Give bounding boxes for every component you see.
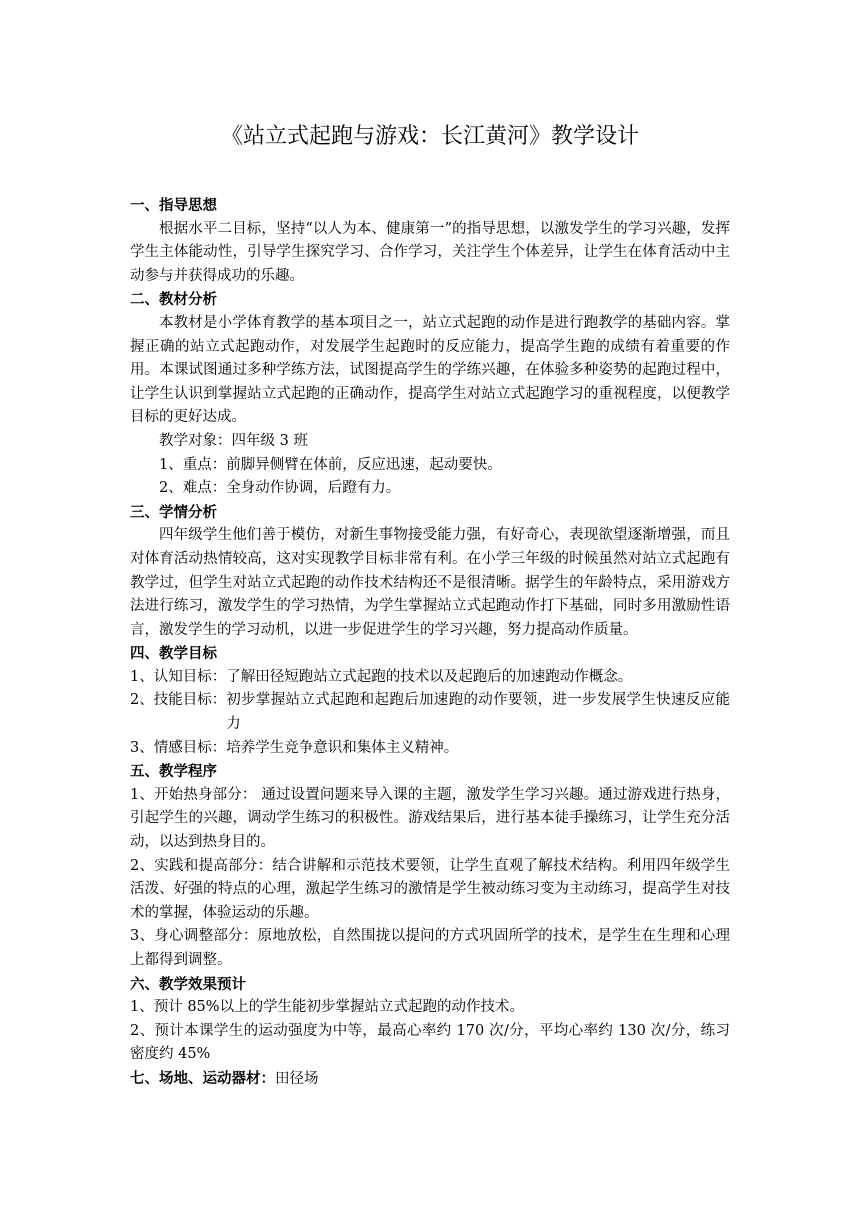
section-heading-teaching-goals: 四、教学目标 — [130, 645, 217, 663]
material-analysis-paragraph: 本教材是小学体育教学的基本项目之一，站立式起跑的动作是进行跑教学的基础内容。掌握正确的站立式起跑动作，对发展学生起跑时的反应能力，提高学生跑的成绩有着重要的作用。本课试图通过多种学练方法，试图提高学生的学练兴趣，在体验多种姿势的起跑过程中，让学生认识到掌握站立式起跑的正确动作，提高学生对站立式起跑学习的重视程度，以便教学目标的更好达成。 — [130, 314, 730, 426]
procedure-practice: 2、实践和提高部分：结合讲解和示范技术要领，让学生直观了解技术结构。利用四年级学生活泼、好强的特点的心理，激起学生练习的激情是学生被动练习变为主动练习，提高学生对技术的掌握，体验运动的乐趣。 — [130, 857, 730, 921]
document-title: 《站立式起跑与游戏：长江黄河》教学设计 — [220, 124, 639, 149]
student-analysis-paragraph: 四年级学生他们善于模仿，对新生事物接受能力强，有好奇心，表现欲望逐渐增强，而且对体育活动热情较高，这对实现教学目标非常有利。在小学三年级的时候虽然对站立式起跑有教学过，但学生对站立式起跑的动作技术结构还不是很清晰。据学生的年龄特点，采用游戏方法进行练习，激发学生的学习热情，为学生掌握站立式起跑动作打下基础，同时多用激励性语言，激发学生的学习动机，以进一步促进学生的学习兴趣，努力提高动作质量。 — [130, 527, 730, 638]
section-heading-guiding-ideology: 一、指导思想 — [130, 197, 217, 214]
teaching-target-line: 教学对象：四年级 3 班 — [159, 432, 308, 449]
section-heading-student-analysis: 三、学情分析 — [130, 503, 217, 521]
section-heading-teaching-procedure: 五、教学程序 — [130, 763, 217, 781]
section-heading-venue: 七、场地、运动器材： — [130, 1069, 275, 1087]
goal-affective-label: 3、情感目标： — [130, 739, 227, 756]
goal-skill-label: 2、技能目标： — [130, 692, 227, 709]
expected-effect-1: 1、预计 85%以上的学生能初步掌握站立式起跑的动作技术。 — [130, 999, 525, 1016]
difficulty-line: 2、难点：全身动作协调，后蹬有力。 — [159, 480, 401, 497]
guiding-ideology-paragraph: 根据水平二目标，坚持“以人为本、健康第一”的指导思想，以激发学生的学习兴趣，发挥学生主体能动性，引导学生探究学习、合作学习，关注学生个体差异，让学生在体育活动中主动参与并获得成功的乐趣。 — [130, 220, 730, 284]
document-body — [130, 194, 730, 1092]
goal-cognitive — [130, 666, 730, 690]
goal-cognitive-text: 了解田径短跑站立式起跑的技术以及起跑后的加速跑动作概念。 — [226, 668, 633, 685]
section-heading-material-analysis: 二、教材分析 — [130, 291, 217, 309]
goal-affective-text: 培养学生竞争意识和集体主义精神。 — [226, 739, 459, 756]
goal-cognitive-label: 1、认知目标： — [130, 668, 227, 685]
key-point-line: 1、重点：前脚异侧臂在体前，反应迅速，起动要快。 — [159, 456, 502, 473]
section-heading-expected-effect: 六、教学效果预计 — [130, 975, 246, 993]
goal-skill — [130, 689, 730, 736]
procedure-cooldown: 3、身心调整部分：原地放松，自然围拢以提问的方式巩固所学的技术，是学生在生理和心理上都得到调整。 — [130, 928, 730, 968]
goal-affective — [130, 737, 730, 761]
procedure-warmup: 1、开始热身部分： 通过设置问题来导入课的主题，激发学生学习兴趣。通过游戏进行热身，引起学生的兴趣，调动学生练习的积极性。游戏结果后，进行基本徒手操练习，让学生充分活动，以达到热身目的。 — [130, 786, 730, 851]
expected-effect-2: 2、预计本课学生的运动强度为中等，最高心率约 170 次/分，平均心率约 130 次/分，练习密度约 45% — [130, 1022, 730, 1063]
goal-skill-text: 初步掌握站立式起跑和起跑后加速跑的动作要领，进一步发展学生快速反应能力 — [226, 692, 730, 733]
venue-equipment-line — [130, 1067, 730, 1092]
venue-value: 田径场 — [275, 1070, 319, 1087]
